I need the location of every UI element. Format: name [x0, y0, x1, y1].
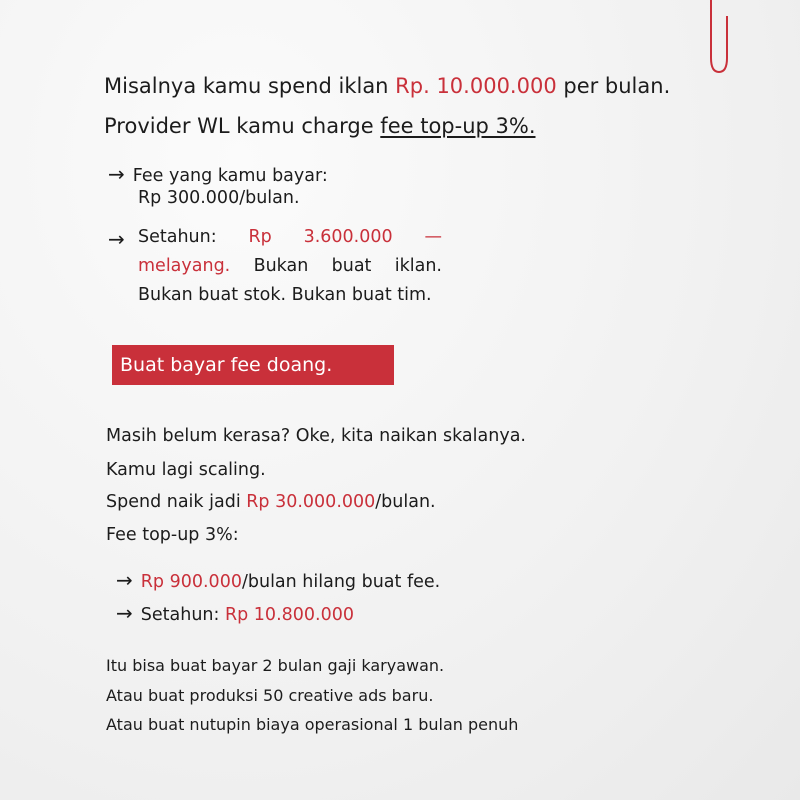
scale-line-4: Fee top-up 3%:	[106, 525, 239, 545]
arrow-right-icon: →	[116, 601, 133, 625]
paperclip-icon	[702, 0, 732, 80]
outro-line-2: Atau buat produksi 50 creative ads baru.	[106, 686, 434, 705]
intro-line-1: Misalnya kamu spend iklan Rp. 10.000.000 per bulan.	[104, 74, 671, 98]
scaled-spend-amount: Rp 30.000.000	[246, 492, 376, 512]
scale-line-2: Kamu lagi scaling.	[106, 460, 266, 480]
arrow-right-icon: →	[108, 227, 125, 251]
scale-line-1: Masih belum kerasa? Oke, kita naikan skalanya.	[106, 426, 526, 446]
scale-line-3: Spend naik jadi Rp 30.000.000/bulan.	[106, 492, 436, 512]
intro-line-2: Provider WL kamu charge fee top-up 3%.	[104, 114, 536, 138]
outro-line-3: Atau buat nutupin biaya operasional 1 bulan penuh	[106, 715, 519, 734]
fee-underline: fee top-up 3%.	[380, 114, 536, 138]
scale-point-2: → Setahun: Rp 10.800.000	[116, 601, 354, 625]
point-1-line-1: → Fee yang kamu bayar:	[108, 162, 328, 186]
outro-line-1: Itu bisa buat bayar 2 bulan gaji karyawan.	[106, 656, 445, 675]
scale-point-1: → Rp 900.000/bulan hilang buat fee.	[116, 568, 441, 592]
highlight-banner: Buat bayar fee doang.	[112, 345, 394, 385]
spend-amount: Rp. 10.000.000	[395, 74, 557, 98]
arrow-right-icon: →	[108, 162, 125, 186]
point-2-line-3: Bukan buat stok. Bukan buat tim.	[138, 285, 432, 305]
point-2-line-2: melayang. Bukan buat iklan.	[138, 256, 442, 276]
point-2-line-1: Setahun: Rp 3.600.000 —	[138, 227, 442, 247]
arrow-right-icon: →	[116, 568, 133, 592]
point-2-arrow	[108, 227, 133, 251]
point-1-line-2: Rp 300.000/bulan.	[138, 188, 300, 208]
